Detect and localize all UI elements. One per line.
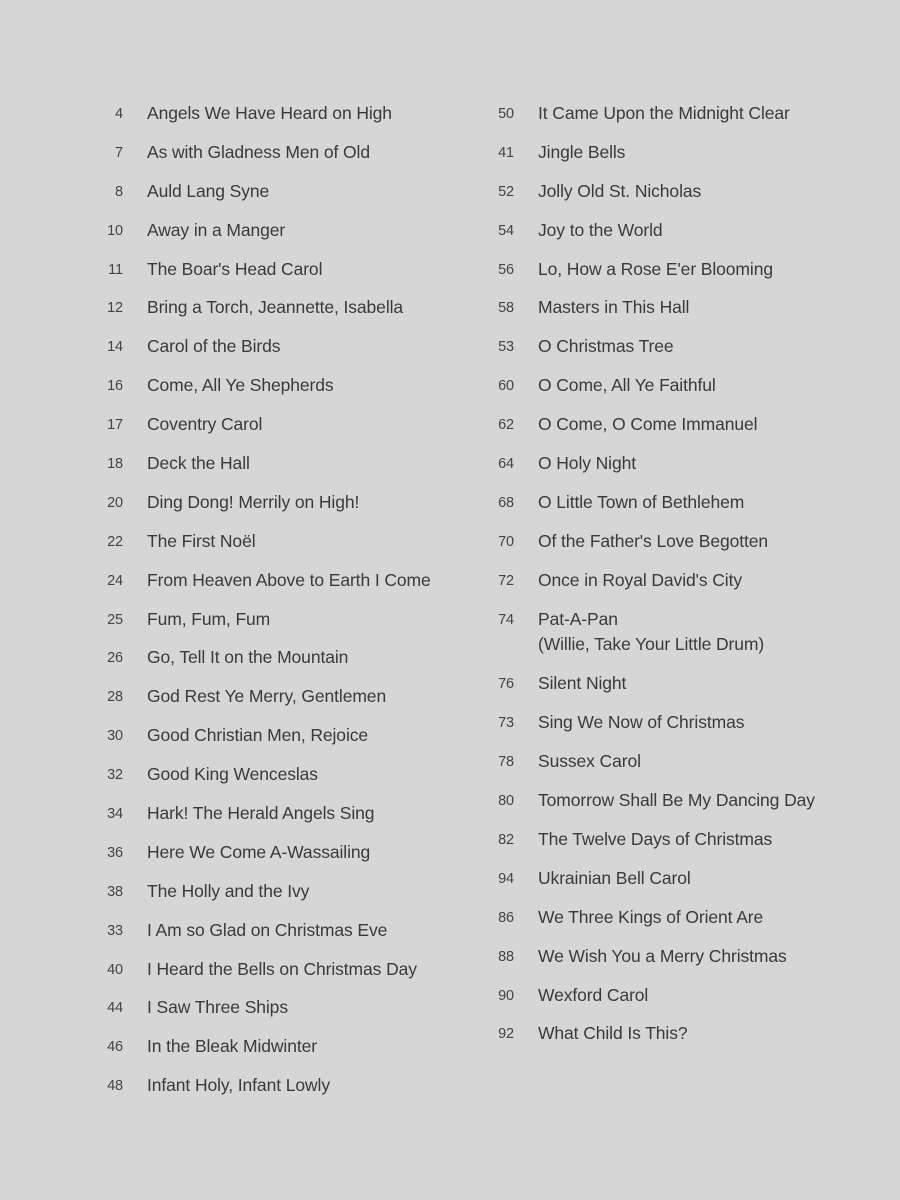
song-title: Away in a Manger bbox=[147, 219, 286, 240]
song-title: Go, Tell It on the Mountain bbox=[147, 647, 349, 668]
page-number: 70 bbox=[498, 533, 514, 550]
page-number: 48 bbox=[107, 1078, 123, 1095]
contents-entry bbox=[92, 218, 472, 257]
page-number: 16 bbox=[107, 378, 123, 395]
song-title: From Heaven Above to Earth I Come bbox=[147, 569, 431, 590]
song-title: O Christmas Tree bbox=[538, 336, 674, 357]
song-title: Wexford Carol bbox=[538, 984, 649, 1005]
song-title: Angels We Have Heard on High bbox=[147, 103, 392, 123]
page-number: 7 bbox=[115, 144, 123, 161]
song-title: The Boar's Head Carol bbox=[147, 258, 323, 279]
contents-entry bbox=[483, 788, 863, 827]
contents-entry bbox=[483, 671, 863, 710]
song-title: Bring a Torch, Jeannette, Isabella bbox=[147, 297, 404, 318]
song-title: We Three Kings of Orient Are bbox=[538, 906, 764, 927]
page-number: 73 bbox=[498, 715, 514, 732]
contents-entry bbox=[92, 723, 472, 762]
contents-entry bbox=[92, 140, 472, 179]
song-title: It Came Upon the Midnight Clear bbox=[538, 103, 790, 123]
page-number: 44 bbox=[107, 1000, 123, 1017]
song-title: O Come, O Come Immanuel bbox=[538, 414, 758, 435]
song-title: Lo, How a Rose E'er Blooming bbox=[538, 258, 773, 279]
song-title: I Heard the Bells on Christmas Day bbox=[147, 958, 417, 979]
contents-entry bbox=[92, 840, 472, 879]
page-number: 4 bbox=[115, 106, 123, 122]
song-title: Pat-A-Pan bbox=[538, 608, 618, 629]
song-title: As with Gladness Men of Old bbox=[147, 141, 370, 162]
song-title: Auld Lang Syne bbox=[147, 180, 270, 201]
page-number: 46 bbox=[107, 1039, 123, 1056]
page-number: 25 bbox=[107, 611, 123, 628]
song-title: Silent Night bbox=[538, 673, 627, 694]
song-title: We Wish You a Merry Christmas bbox=[538, 945, 787, 966]
contents-entry bbox=[483, 568, 863, 607]
contents-entry bbox=[483, 257, 863, 296]
contents-entry bbox=[483, 905, 863, 944]
contents-entry bbox=[92, 412, 472, 451]
contents-left-column bbox=[92, 101, 472, 1112]
page-number: 90 bbox=[498, 987, 514, 1004]
song-title: Jingle Bells bbox=[538, 141, 626, 162]
page-number: 54 bbox=[498, 222, 514, 239]
contents-entry bbox=[483, 412, 863, 451]
song-subtitle: (Willie, Take Your Little Drum) bbox=[538, 633, 765, 654]
contents-entry bbox=[483, 295, 863, 334]
song-title: O Little Town of Bethlehem bbox=[538, 491, 745, 512]
song-title: Come, All Ye Shepherds bbox=[147, 375, 334, 396]
contents-entry bbox=[92, 879, 472, 918]
page-number: 94 bbox=[498, 870, 514, 887]
song-title: What Child Is This? bbox=[538, 1023, 688, 1044]
song-title: I Am so Glad on Christmas Eve bbox=[147, 919, 388, 940]
page-number: 41 bbox=[498, 144, 514, 161]
page-number: 60 bbox=[498, 378, 514, 395]
page-number: 62 bbox=[498, 417, 514, 434]
song-title: Here We Come A-Wassailing bbox=[147, 841, 371, 862]
contents-entry bbox=[92, 1073, 472, 1112]
page-number: 10 bbox=[107, 222, 123, 239]
page-number: 34 bbox=[107, 806, 123, 823]
song-title: The Holly and the Ivy bbox=[147, 880, 310, 901]
contents-entry bbox=[483, 944, 863, 983]
song-title: Good King Wenceslas bbox=[147, 764, 318, 785]
contents-entry bbox=[92, 179, 472, 218]
page-number: 36 bbox=[107, 844, 123, 861]
song-title: Tomorrow Shall Be My Dancing Day bbox=[538, 790, 815, 811]
contents-entry bbox=[483, 373, 863, 412]
contents-entry bbox=[483, 749, 863, 788]
page-number: 76 bbox=[498, 676, 514, 693]
page-number: 52 bbox=[498, 183, 514, 200]
song-title: Ukrainian Bell Carol bbox=[538, 867, 691, 888]
page-number: 53 bbox=[498, 339, 514, 356]
page-number: 14 bbox=[107, 339, 123, 356]
contents-entry bbox=[92, 373, 472, 412]
page-number: 78 bbox=[498, 754, 514, 771]
page-number: 26 bbox=[107, 650, 123, 667]
page-number: 72 bbox=[498, 572, 514, 589]
song-title: Infant Holy, Infant Lowly bbox=[147, 1075, 330, 1096]
page-number: 28 bbox=[107, 689, 123, 706]
page-number: 58 bbox=[498, 300, 514, 317]
contents-entry bbox=[92, 568, 472, 607]
song-title: In the Bleak Midwinter bbox=[147, 1036, 317, 1057]
page-number: 30 bbox=[107, 728, 123, 745]
page-number: 64 bbox=[498, 456, 514, 473]
contents-entry bbox=[92, 607, 472, 646]
song-title: Coventry Carol bbox=[147, 414, 263, 435]
contents-entry bbox=[483, 490, 863, 529]
contents-entry bbox=[92, 995, 472, 1034]
contents-entry bbox=[483, 451, 863, 490]
contents-entry bbox=[92, 762, 472, 801]
contents-entry bbox=[483, 1021, 863, 1060]
contents-entry bbox=[483, 529, 863, 568]
page-number: 33 bbox=[107, 922, 123, 939]
page-number: 20 bbox=[107, 494, 123, 511]
song-title: Fum, Fum, Fum bbox=[147, 608, 271, 629]
contents-entry bbox=[92, 957, 472, 996]
page-number: 86 bbox=[498, 909, 514, 926]
song-title: Hark! The Herald Angels Sing bbox=[147, 803, 375, 824]
page-number: 88 bbox=[498, 948, 514, 965]
page-number: 40 bbox=[107, 961, 123, 978]
song-title-block bbox=[538, 607, 764, 657]
contents-entry bbox=[483, 983, 863, 1022]
song-title: Once in Royal David's City bbox=[538, 569, 743, 590]
song-title: I Saw Three Ships bbox=[147, 997, 288, 1018]
contents-entry bbox=[92, 451, 472, 490]
contents-right-column bbox=[483, 101, 863, 1060]
song-title: The Twelve Days of Christmas bbox=[538, 828, 773, 849]
song-title: Masters in This Hall bbox=[538, 297, 690, 318]
page-number: 92 bbox=[498, 1026, 514, 1043]
song-title: Carol of the Birds bbox=[147, 336, 281, 357]
song-title: O Holy Night bbox=[538, 453, 636, 474]
song-title: Of the Father's Love Begotten bbox=[538, 530, 769, 551]
page-number: 50 bbox=[498, 106, 514, 122]
page-number: 68 bbox=[498, 494, 514, 511]
page-number: 24 bbox=[107, 572, 123, 589]
contents-entry bbox=[92, 529, 472, 568]
page-number: 17 bbox=[107, 417, 123, 434]
page-number: 74 bbox=[498, 611, 514, 628]
contents-entry bbox=[92, 490, 472, 529]
page-number: 18 bbox=[107, 456, 123, 473]
page-number: 12 bbox=[107, 300, 123, 317]
contents-entry bbox=[92, 295, 472, 334]
contents-entry bbox=[483, 140, 863, 179]
contents-entry bbox=[483, 607, 863, 672]
contents-entry bbox=[92, 1034, 472, 1073]
contents-entry bbox=[92, 101, 472, 140]
song-title: O Come, All Ye Faithful bbox=[538, 375, 716, 396]
song-title: God Rest Ye Merry, Gentlemen bbox=[147, 686, 387, 707]
song-title: Sing We Now of Christmas bbox=[538, 712, 745, 733]
page-number: 82 bbox=[498, 831, 514, 848]
contents-entry bbox=[483, 179, 863, 218]
contents-entry bbox=[483, 218, 863, 257]
contents-entry bbox=[92, 684, 472, 723]
song-title: Sussex Carol bbox=[538, 751, 641, 772]
page-number: 32 bbox=[107, 767, 123, 784]
contents-entry bbox=[483, 866, 863, 905]
song-title: Jolly Old St. Nicholas bbox=[538, 180, 702, 201]
page-number: 56 bbox=[498, 261, 514, 278]
song-title: The First Noël bbox=[147, 530, 256, 551]
contents-entry bbox=[92, 918, 472, 957]
page-number: 22 bbox=[107, 533, 123, 550]
song-title: Good Christian Men, Rejoice bbox=[147, 725, 369, 746]
page-number: 80 bbox=[498, 793, 514, 810]
contents-entry bbox=[483, 101, 863, 140]
page-number: 8 bbox=[115, 183, 123, 200]
contents-entry bbox=[483, 710, 863, 749]
contents-entry bbox=[92, 334, 472, 373]
page-number: 11 bbox=[108, 261, 123, 278]
song-title: Deck the Hall bbox=[147, 453, 250, 474]
contents-entry bbox=[92, 645, 472, 684]
song-title: Joy to the World bbox=[538, 219, 663, 240]
page-number: 38 bbox=[107, 883, 123, 900]
song-title: Ding Dong! Merrily on High! bbox=[147, 491, 360, 512]
contents-entry bbox=[483, 334, 863, 373]
contents-entry bbox=[483, 827, 863, 866]
contents-entry bbox=[92, 801, 472, 840]
contents-entry bbox=[92, 257, 472, 296]
